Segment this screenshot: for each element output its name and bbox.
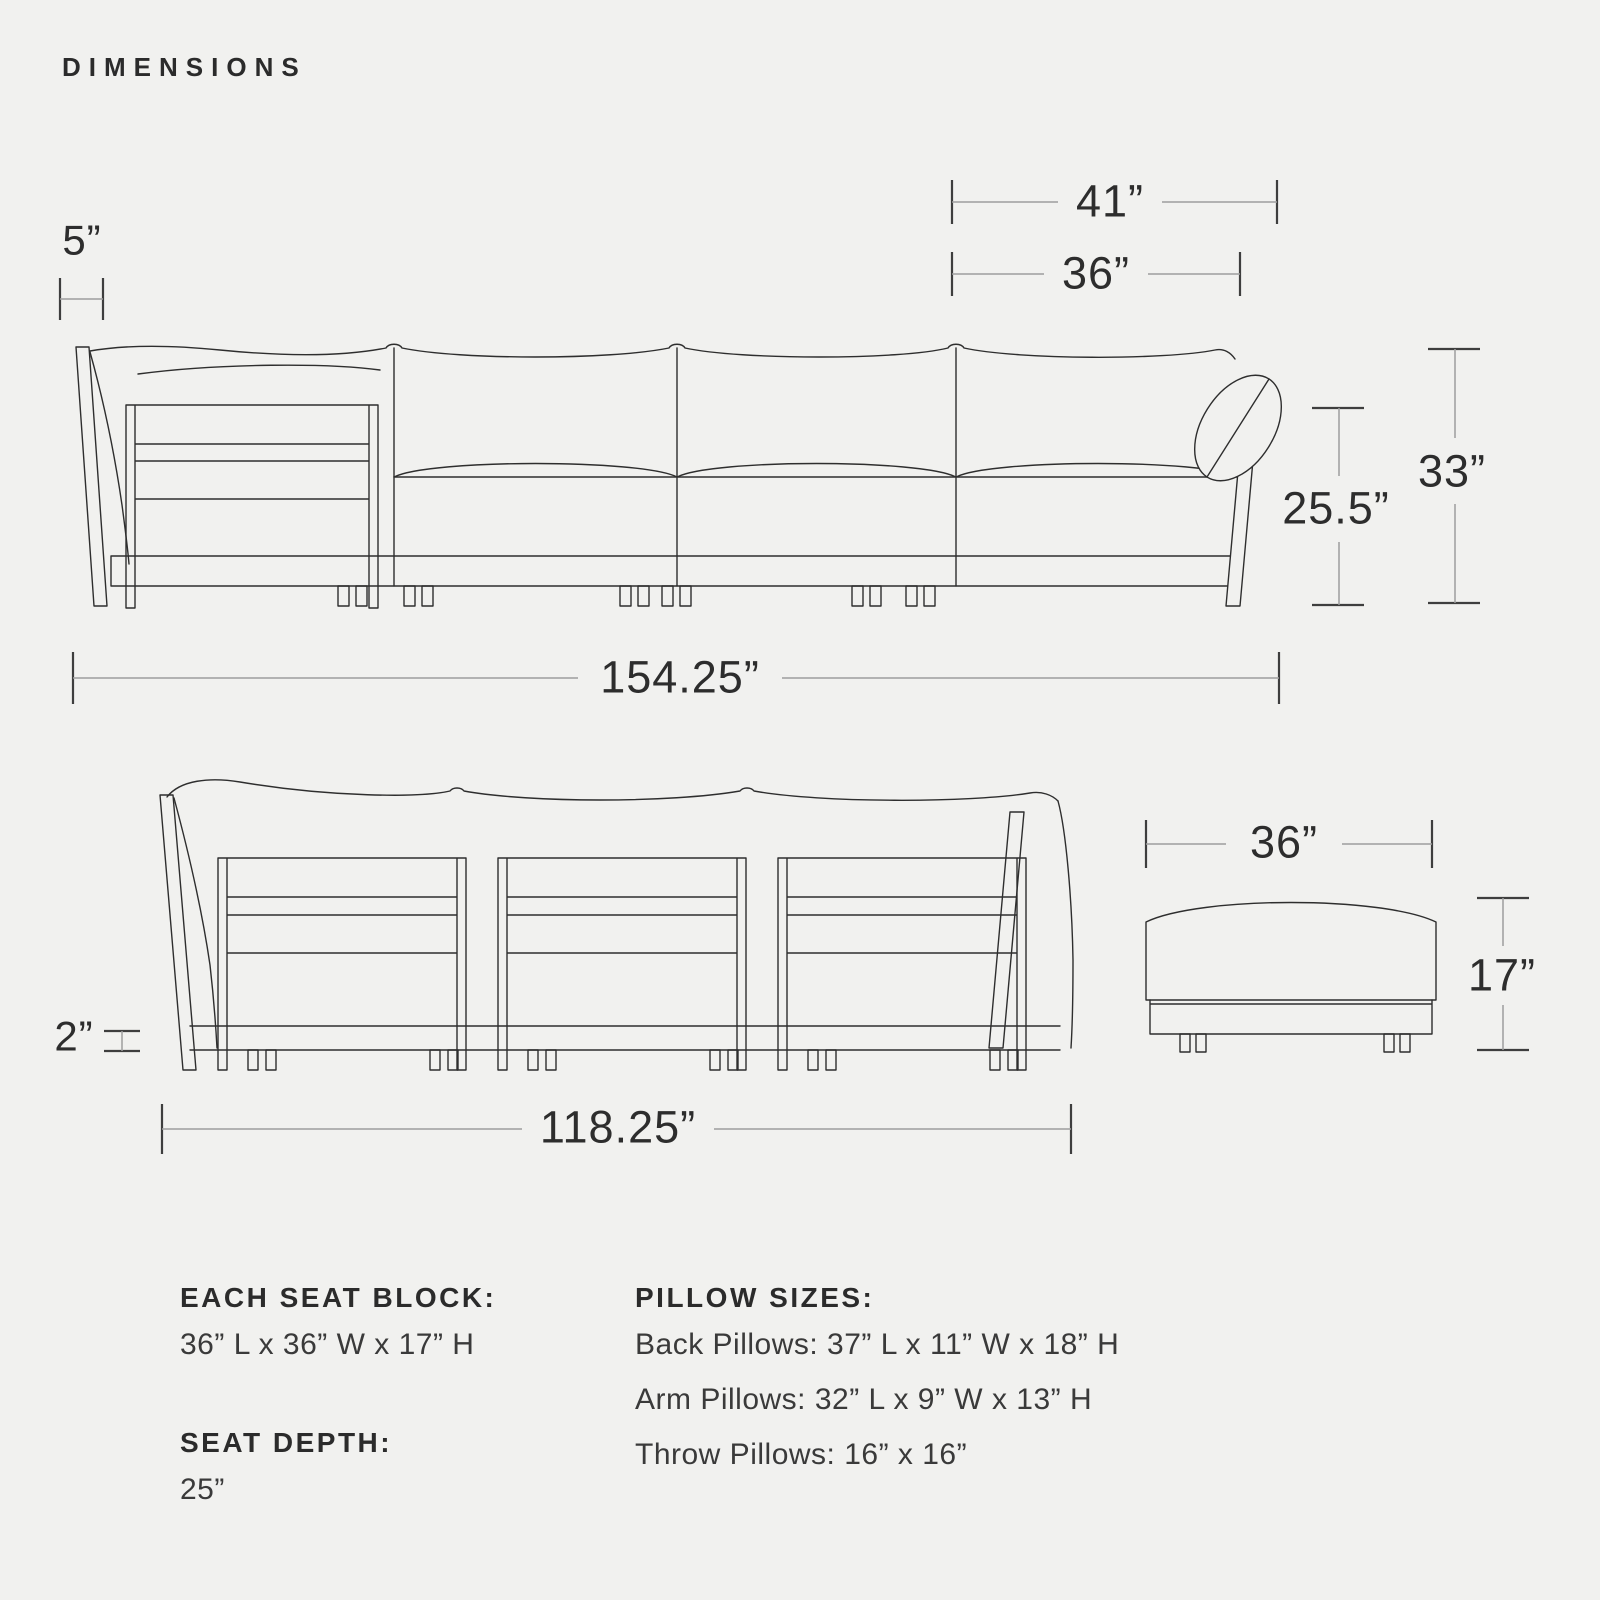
seat-block-value: 36” L x 36” W x 17” H bbox=[180, 1328, 475, 1361]
ottoman-drawing bbox=[1146, 903, 1436, 1053]
dim-overall-height-label: 33” bbox=[1417, 445, 1487, 497]
dim-overall-length bbox=[73, 652, 1279, 705]
front-corner-cushion-seam bbox=[138, 365, 380, 374]
seat-block-heading: EACH SEAT BLOCK: bbox=[180, 1282, 497, 1313]
pillow-specs-column bbox=[635, 1282, 1119, 1493]
back-right-arm-plank bbox=[989, 812, 1024, 1048]
dim-back-frame-length-label: 118.25” bbox=[539, 1101, 697, 1153]
seat-depth-value: 25” bbox=[180, 1473, 225, 1506]
back-slat-panel-1 bbox=[218, 858, 466, 1070]
dim-seat-width-label: 36” bbox=[1061, 247, 1131, 299]
page-title: DIMENSIONS bbox=[62, 52, 307, 82]
back-pillows-value: Back Pillows: 37” L x 11” W x 18” H bbox=[635, 1328, 1120, 1361]
front-back-cushions-top-outline bbox=[90, 344, 1235, 359]
sectional-front-view-drawing bbox=[76, 344, 1299, 608]
ottoman-base-band bbox=[1150, 1000, 1432, 1034]
seat-specs-column bbox=[180, 1282, 496, 1528]
ottoman-body bbox=[1146, 903, 1436, 1001]
dim-arm-width-label: 5” bbox=[62, 216, 102, 264]
dim-end-seat-width bbox=[952, 176, 1277, 227]
dim-seat-back-height-label: 25.5” bbox=[1282, 482, 1390, 534]
dim-back-frame-length bbox=[162, 1102, 1071, 1155]
front-base-frame bbox=[111, 477, 1240, 586]
sectional-back-view-drawing bbox=[160, 780, 1073, 1070]
back-left-arm-plank bbox=[160, 795, 196, 1070]
dim-ottoman-height bbox=[1468, 898, 1536, 1050]
back-slat-panel-3 bbox=[778, 858, 1026, 1070]
dim-leg-height bbox=[54, 1013, 140, 1060]
seat-depth-heading: SEAT DEPTH: bbox=[180, 1427, 393, 1458]
back-base-rails bbox=[190, 1026, 1060, 1050]
dim-ottoman-width bbox=[1146, 817, 1432, 869]
back-legs bbox=[248, 1050, 1018, 1070]
ottoman-legs bbox=[1180, 1034, 1410, 1052]
arm-pillows-value: Arm Pillows: 32” L x 9” W x 13” H bbox=[635, 1383, 1093, 1416]
front-seat-cushion-arcs bbox=[394, 464, 1240, 478]
front-legs bbox=[338, 586, 935, 606]
spacer bbox=[180, 1383, 496, 1427]
dim-arm-width bbox=[60, 217, 103, 321]
back-cushions-top-outline bbox=[167, 780, 1058, 801]
back-slat-panel-2 bbox=[498, 858, 746, 1070]
dim-seat-width bbox=[952, 248, 1240, 299]
front-corner-slat-frame bbox=[126, 405, 378, 608]
front-left-arm-plank bbox=[76, 347, 107, 606]
dim-end-seat-width-label: 41” bbox=[1075, 175, 1145, 227]
dim-leg-height-label: 2” bbox=[54, 1012, 94, 1060]
pillow-sizes-heading: PILLOW SIZES: bbox=[635, 1282, 875, 1313]
back-right-cushion-wedge bbox=[1058, 801, 1073, 1048]
dim-ottoman-height-label: 17” bbox=[1467, 949, 1537, 1001]
throw-pillows-value: Throw Pillows: 16” x 16” bbox=[635, 1438, 968, 1471]
dimension-annotations bbox=[54, 176, 1536, 1155]
front-module-joint-lines bbox=[394, 348, 956, 586]
dim-seat-back-height bbox=[1282, 408, 1390, 605]
dim-ottoman-width-label: 36” bbox=[1249, 816, 1319, 868]
dim-overall-length-label: 154.25” bbox=[600, 651, 760, 703]
dim-overall-height bbox=[1418, 349, 1486, 603]
